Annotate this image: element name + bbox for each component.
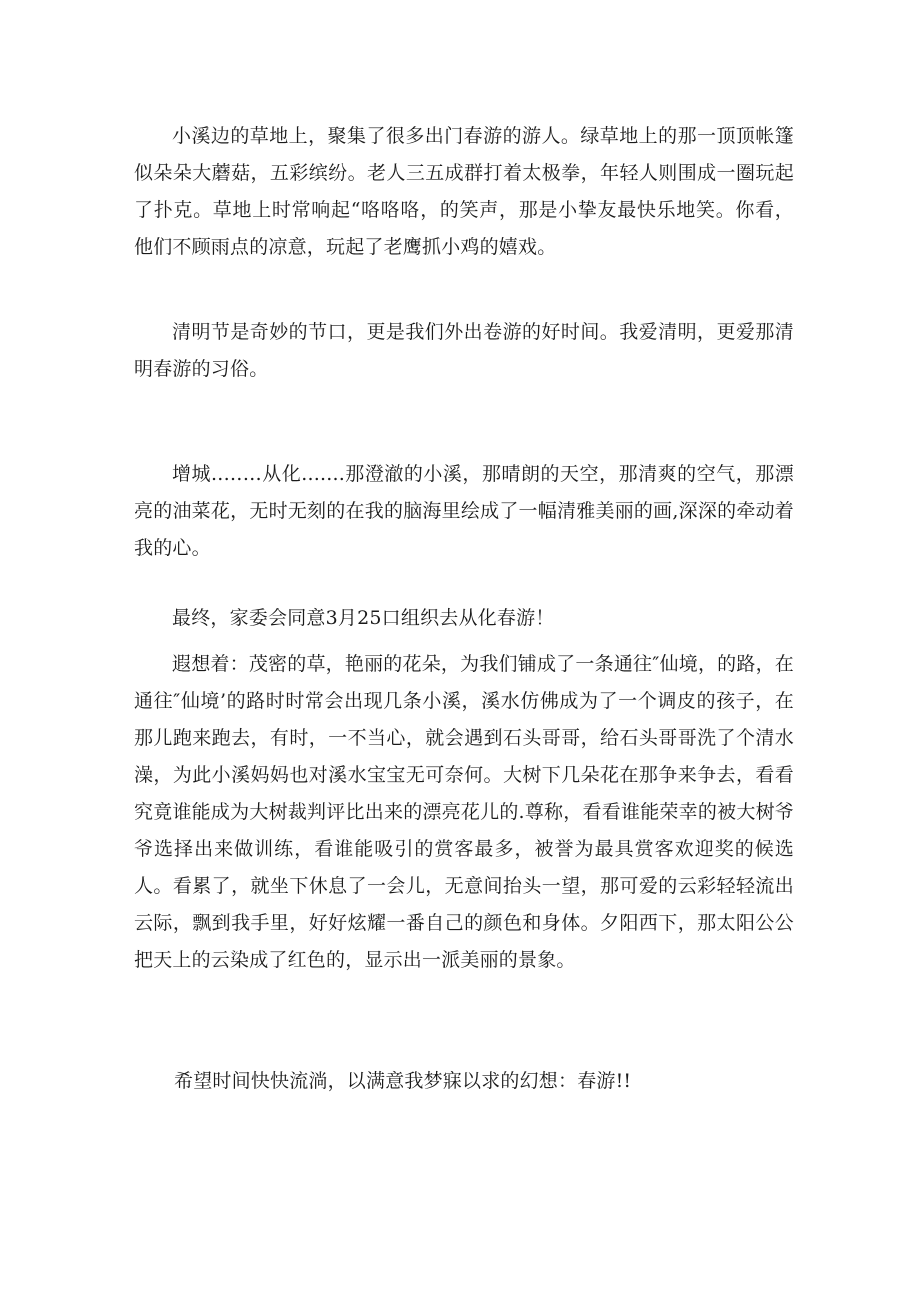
- paragraph-committee-decision: 最终，家委会同意3月25口组织去从化春游！: [172, 607, 555, 629]
- paragraph-qingming: 清明节是奇妙的节口，更是我们外出卷游的好时间。我爱清明，更爱那清明春游的习俗。: [134, 321, 794, 380]
- paragraph-daydream: 遐想着：茂密的草，艳丽的花朵，为我们铺成了一条通往″仙境，的路，在通往″仙境’的路时时常会出现几条小溪，溪水仿佛成为了一个调皮的孩子，在那儿跑来跑去，有时，一不当心，就会遇到石头哥哥，给石头哥哥洗了个清水澡，为此小溪妈妈也对溪水宝宝无可奈何。大树下几朵花在那争来争去，看看究竟谁能成为大树裁判评比出来的漂亮花儿的.尊称，看看谁能荣幸的被大树爷爷选择出来做训练，看谁能吸引的赏客最多，被誉为最具赏客欢迎奖的候选人。看累了，就坐下休息了一会儿，无意间抬头一望，那可爱的云彩轻轻流出云际，飘到我手里，好好炫耀一番自己的颜色和身体。夕阳西下，那太阳公公把天上的云染成了红色的，显示出一派美丽的景象。: [134, 653, 794, 971]
- paragraph-picnic-meadow: 小溪边的草地上，聚集了很多出门春游的游人。绿草地上的那一顶顶帐篷似朵朵大蘑菇，五彩缤纷。老人三五成群打着太极拳，年轻人则围成一圈玩起了扑克。草地上时常响起“咯咯咯，的笑声，那是小挚友最快乐地笑。你看，他们不顾雨点的凉意，玩起了老鹰抓小鸡的嬉戏。: [134, 125, 794, 258]
- paragraph-zengcheng-conghua: 增城..……从化.......那澄澈的小溪，那晴朗的天空，那清爽的空气，那漂亮的油菜花，无时无刻的在我的脑海里绘成了一幅清雅美丽的画,深深的牵动着我的心。: [134, 463, 794, 559]
- paragraph-closing-wish: 希望时间快快流淌，以满意我梦寐以求的幻想：春游!!: [174, 1070, 632, 1092]
